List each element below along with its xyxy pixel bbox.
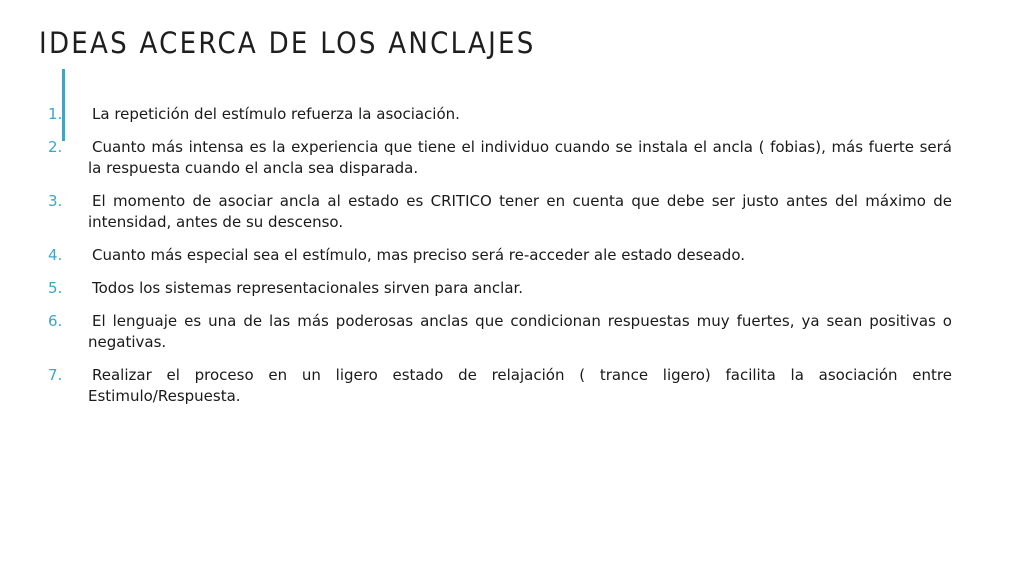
list-item-text: Cuanto más especial sea el estímulo, mas preciso será re-acceder ale estado deseado. <box>92 246 746 264</box>
list-item-number: 2. <box>48 138 63 156</box>
list-item <box>48 311 952 353</box>
list-item <box>48 191 952 233</box>
list-item <box>48 365 952 407</box>
list-item-text: Realizar el proceso en un ligero estado de relajación ( trance ligero) facilita la asociación entre Estimulo/Respuesta. <box>88 366 952 405</box>
list-item <box>48 245 952 266</box>
list-item-number: 5. <box>48 279 63 297</box>
list-item-text: Cuanto más intensa es la experiencia que tiene el individuo cuando se instala el ancla ( fobias), más fuerte será la respuesta cuando el ancla sea disparada. <box>88 138 952 177</box>
list-item-text: El momento de asociar ancla al estado es CRITICO tener en cuenta que debe ser justo antes del máximo de intensidad, antes de su descenso. <box>88 192 952 231</box>
list-item-number: 4. <box>48 246 63 264</box>
list-item-number: 1. <box>48 105 63 123</box>
list-item-text: La repetición del estímulo refuerza la asociación. <box>92 105 460 123</box>
list-item-number: 6. <box>48 312 63 330</box>
list-item-text: El lenguaje es una de las más poderosas anclas que condicionan respuestas muy fuertes, ya sean positivas o negativas. <box>88 312 952 351</box>
numbered-list <box>48 104 952 419</box>
list-item <box>48 278 952 299</box>
list-item-number: 3. <box>48 192 63 210</box>
list-item <box>48 104 952 125</box>
list-item-text: Todos los sistemas representacionales sirven para anclar. <box>92 279 524 297</box>
list-item <box>48 137 952 179</box>
list-item-number: 7. <box>48 366 63 384</box>
slide-title: IDEAS ACERCA DE LOS ANCLAJES <box>39 26 536 60</box>
